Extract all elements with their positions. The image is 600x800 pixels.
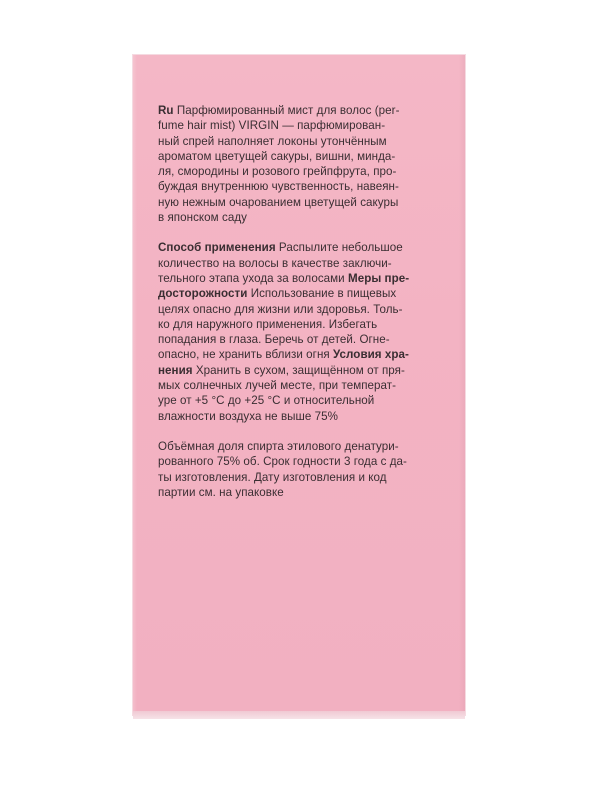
- body-text: тельного этапа ухода за волосами: [158, 271, 348, 285]
- text-line: [158, 378, 443, 393]
- composition-paragraph: [158, 439, 443, 500]
- text-line: [158, 240, 443, 255]
- body-text: в японском саду: [158, 211, 247, 225]
- text-line: [158, 439, 443, 454]
- text-line: [158, 409, 443, 424]
- text-line: [158, 134, 443, 149]
- body-text: попадания в глаза. Беречь от детей. Огне-: [158, 333, 390, 347]
- text-line: [158, 470, 443, 485]
- bold-heading-text: Меры пре-: [347, 271, 410, 285]
- bold-heading-text: Условия хра-: [333, 348, 409, 362]
- text-line: [158, 149, 443, 164]
- bold-heading-text: нения: [158, 363, 193, 377]
- body-text: целях опасно для жизни или здоровья. Толь-: [158, 302, 403, 316]
- text-line: [158, 210, 443, 225]
- body-text: уре от +5 °С до +25 °С и относительной: [158, 394, 375, 408]
- text-line: [158, 256, 443, 271]
- body-text: ароматом цветущей сакуры, вишни, минда-: [158, 149, 396, 163]
- text-line: [158, 317, 443, 332]
- body-text: Распылите небольшое: [275, 241, 403, 255]
- body-text: ный спрей наполняет локоны утончённым: [158, 134, 387, 148]
- bold-heading-text: досторожности: [158, 287, 248, 301]
- text-line: [158, 393, 443, 408]
- text-line: [158, 347, 443, 362]
- bold-heading-text: Способ применения: [158, 241, 276, 255]
- box-edge-shadow: [459, 55, 465, 715]
- text-line: [158, 179, 443, 194]
- body-text: fume hair mist) VIRGIN — парфюмирован-: [158, 119, 386, 133]
- text-line: [158, 454, 443, 469]
- body-text: ля, смородины и розового грейпфрута, про-: [158, 165, 397, 179]
- text-line: [158, 302, 443, 317]
- body-text: мых солнечных лучей месте, при температ-: [158, 379, 397, 393]
- body-text: Хранить в сухом, защищённом от пря-: [192, 363, 405, 377]
- body-text: Объёмная доля спирта этилового денатури-: [158, 439, 399, 453]
- text-line: [158, 332, 443, 347]
- box-bottom-edge: [133, 711, 465, 719]
- body-text: влажности воздуха не выше 75%: [158, 409, 339, 423]
- usage-precautions-paragraph: [158, 240, 443, 424]
- body-text: буждая внутреннюю чувственность, навеян-: [158, 180, 399, 194]
- text-line: [158, 118, 443, 133]
- text-line: [158, 195, 443, 210]
- description-paragraph: [158, 103, 443, 225]
- text-line: [158, 271, 443, 286]
- text-line: [158, 363, 443, 378]
- text-line: [158, 103, 443, 118]
- bold-heading-text: Ru: [158, 104, 174, 117]
- body-text: количество на волосы в качестве заключи-: [158, 256, 392, 270]
- body-text: ную нежным очарованием цветущей сакуры: [158, 195, 399, 209]
- box-edge-highlight: [133, 55, 137, 715]
- body-text: опасно, не хранить вблизи огня: [158, 348, 334, 362]
- text-line: [158, 164, 443, 179]
- body-text: рованного 75% об. Срок годности 3 года с да-: [158, 455, 407, 469]
- body-text: партии см. на упаковке: [158, 485, 284, 499]
- body-text: ко для наружного применения. Избегать: [158, 317, 378, 331]
- body-text: Парфюмированный мист для волос (per-: [173, 104, 400, 117]
- body-text: ты изготовления. Дату изготовления и код: [158, 470, 387, 484]
- text-line: [158, 286, 443, 301]
- text-line: [158, 485, 443, 500]
- label-text: [158, 103, 443, 515]
- body-text: Использование в пищевых: [247, 287, 397, 301]
